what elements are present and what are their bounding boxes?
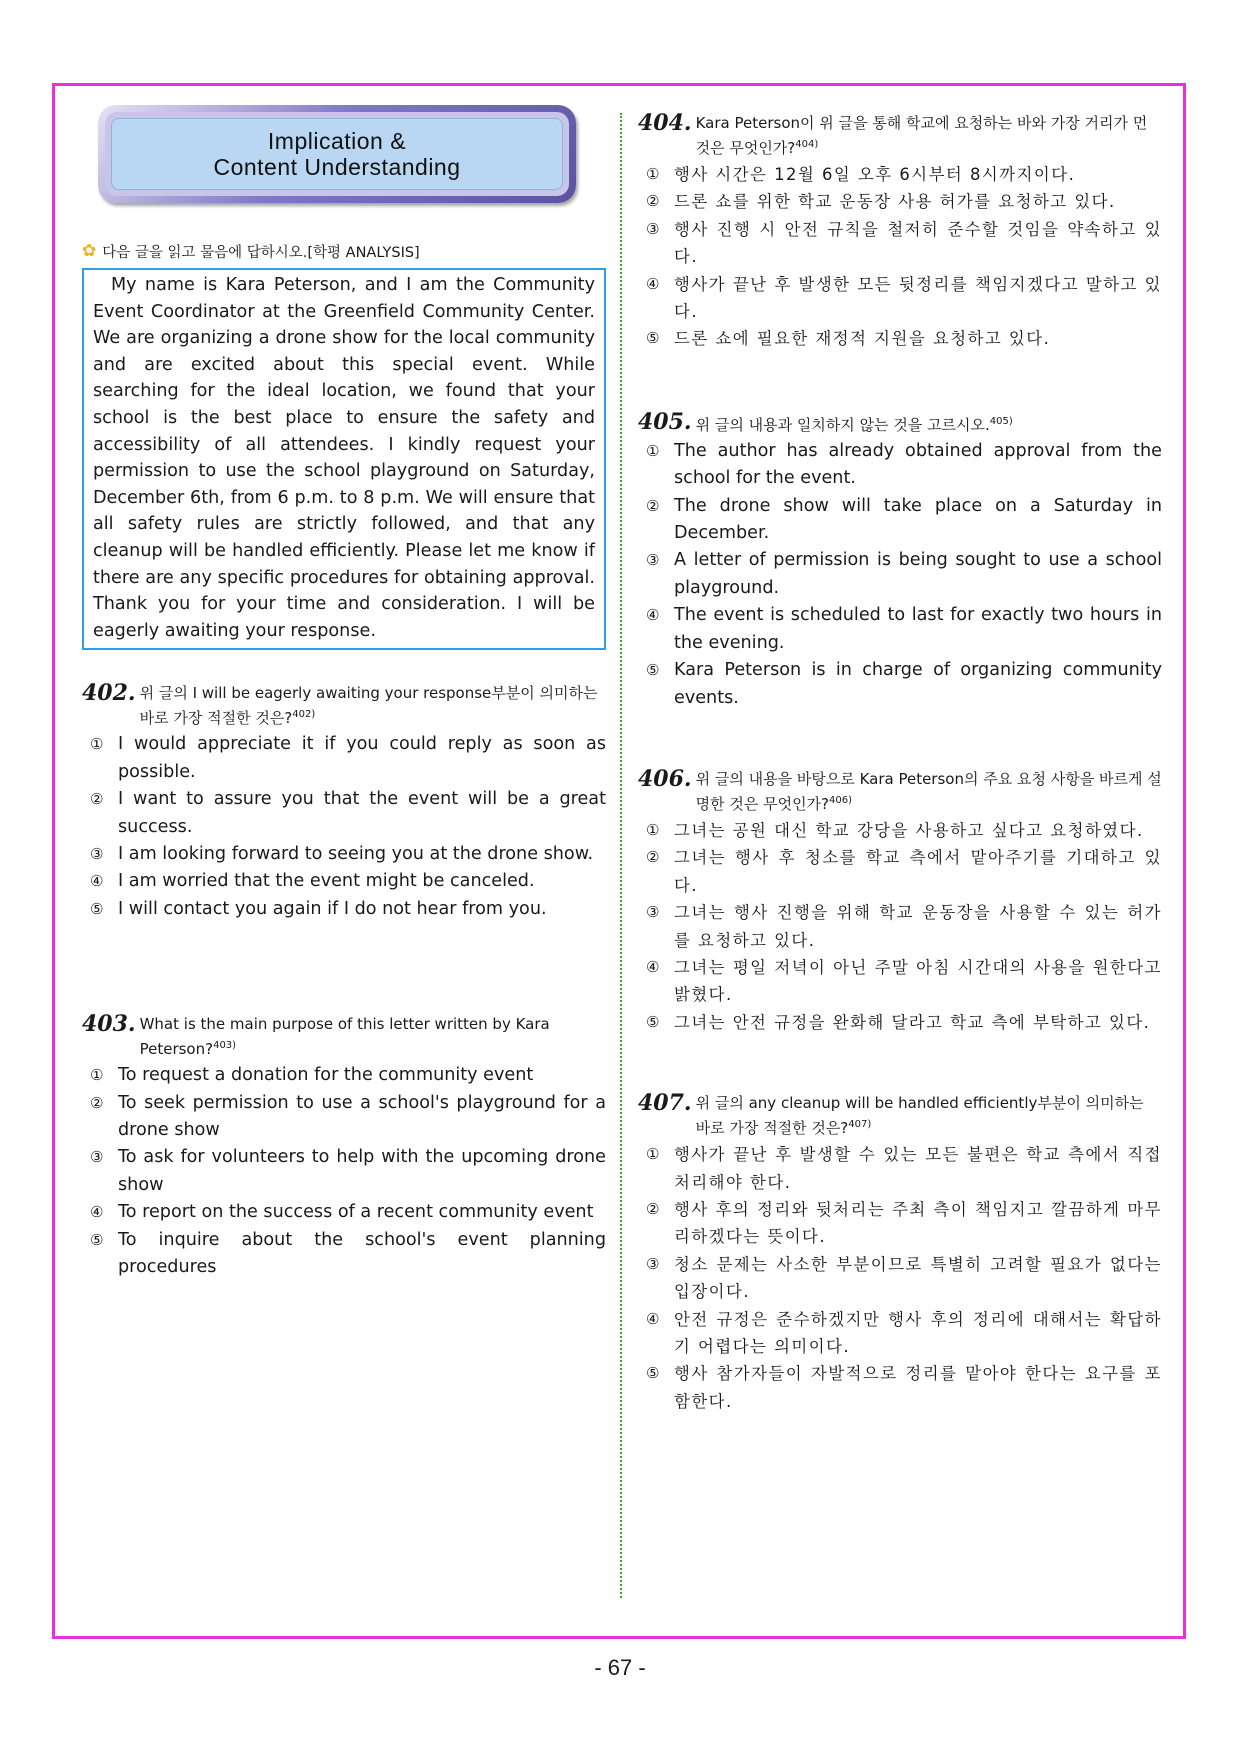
option-marker: ① [90,1066,104,1085]
page-number: - 67 - [594,1655,646,1680]
question-407 [638,1092,1162,1415]
option-marker: ② [646,192,661,211]
option-text: To request a donation for the community event [118,1065,534,1086]
option-text: 안전 규정은 준수하겠지만 행사 후의 정리에 대해서는 확답하기 어렵다는 의미이다. [674,1309,1162,1356]
option-marker: ⑤ [646,661,660,680]
answer-option[interactable] [90,786,606,841]
option-marker: ④ [90,872,104,891]
option-text: I am looking forward to seeing you at the drone show. [118,843,594,864]
option-marker: ④ [90,1203,104,1222]
option-marker: ⑤ [90,899,104,918]
flower-icon: ✿ [82,241,97,261]
option-marker: ① [646,1145,661,1164]
question-number: 407. [638,1090,692,1117]
answer-option[interactable] [646,844,1162,899]
answer-option[interactable] [646,1009,1162,1036]
section-title: Implication & Content Understanding [213,128,461,180]
answer-option[interactable] [90,896,606,923]
option-text: 행사 후의 정리와 뒷처리는 주최 측이 책임지고 깔끔하게 마무리하겠다는 뜻이다. [674,1199,1162,1247]
question-text: What is the main purpose of this letter written by Kara Peterson? [139,1015,550,1059]
option-marker: ④ [646,606,660,625]
question-number: 402. [82,680,136,707]
question-ref: 407) [848,1119,872,1131]
question-stem [638,765,1162,815]
instruction [82,241,606,262]
answer-option[interactable] [646,1251,1162,1306]
question-ref: 402) [292,709,316,721]
option-text: 그녀는 행사 후 청소를 학교 측에서 맡아주기를 기대하고 있다. [674,848,1162,895]
option-text: I want to assure you that the event will be a great success. [118,789,606,837]
option-text: The event is scheduled to last for exactly two hours in the evening. [674,605,1162,653]
option-marker: ① [90,735,104,754]
answer-option[interactable] [90,1227,606,1282]
question-stem [638,408,1162,436]
answer-option[interactable] [646,161,1162,188]
answer-option[interactable] [646,1360,1162,1415]
answer-option[interactable] [646,657,1162,712]
option-marker: ③ [90,844,104,863]
option-marker: ④ [646,274,661,293]
question-text: 위 글의 내용과 일치하지 않는 것을 고르시오. [695,415,990,434]
option-marker: ⑤ [646,1012,661,1031]
answer-options [638,161,1162,353]
answer-option[interactable] [646,1196,1162,1251]
answer-option[interactable] [90,1199,606,1226]
question-number: 404. [638,110,692,136]
option-text: 드론 쇼를 위한 학교 운동장 사용 허가를 요청하고 있다. [674,192,1116,212]
answer-option[interactable] [646,216,1162,271]
option-text: I will contact you again if I do not hear from you. [118,898,547,919]
answer-option[interactable] [90,841,606,868]
answer-options [638,817,1162,1036]
question-number: 406. [638,765,692,792]
instruction-text: 다음 글을 읽고 물음에 답하시오.[학평 ANALYSIS] [102,245,420,261]
answer-option[interactable] [646,602,1162,657]
answer-option[interactable] [646,188,1162,215]
option-text: A letter of permission is being sought to use a school playground. [674,550,1162,598]
option-marker: ② [90,1093,104,1112]
answer-options [638,438,1162,712]
option-marker: ③ [646,1254,661,1273]
question-stem [638,112,1162,159]
option-marker: ③ [646,219,661,238]
question-ref: 405) [989,415,1013,427]
option-text: I am worried that the event might be canceled. [118,871,535,892]
option-text: 그녀는 공원 대신 학교 강당을 사용하고 싶다고 요청하였다. [674,820,1144,840]
option-marker: ⑤ [646,1364,661,1383]
option-marker: ② [90,790,104,809]
option-text: To ask for volunteers to help with the upcoming drone show [118,1147,606,1195]
question-403 [82,1013,606,1281]
answer-options [82,1062,606,1281]
reading-passage: My name is Kara Peterson, and I am the Community Event Coordinator at the Greenfield Community Center. We are organizing a drone show for the local community and are excited about this special event. While searching for the ideal location, we found that your school is the best place to ensure the safety and accessibility of all attendees. I kindly request your permission to use the school playground on Saturday, December 6th, from 6 p.m. to 8 p.m. We will ensure that all safety rules are strictly followed, and that any cleanup will be handled efficiently. Please let me know if there are any specific procedures for obtaining approval. Thank you for your time and consideration. I will be eagerly awaiting your response. [82,268,606,650]
left-column [82,105,606,1281]
option-marker: ③ [646,903,661,922]
answer-option[interactable] [90,1090,606,1145]
column-divider [620,113,622,1598]
option-marker: ① [646,820,661,839]
question-stem [82,682,606,729]
option-text: 청소 문제는 사소한 부분이므로 특별히 고려할 필요가 없다는 입장이다. [674,1254,1162,1302]
option-text: To inquire about the school's event planning procedures [118,1229,606,1277]
option-text: The drone show will take place on a Saturday in December. [674,495,1162,544]
option-marker: ⑤ [646,329,661,348]
question-406 [638,765,1162,1036]
option-text: 행사 시간은 12월 6일 오후 6시부터 8시까지이다. [674,165,1076,184]
question-text: 위 글의 내용을 바탕으로 Kara Peterson의 주요 요청 사항을 바르게 설명한 것은 무엇인가? [695,769,1162,813]
answer-option[interactable] [646,271,1162,326]
option-text: To seek permission to use a school's playground for a drone show [118,1092,606,1140]
answer-option[interactable] [646,1306,1162,1361]
answer-option[interactable] [90,731,606,786]
option-text: 그녀는 평일 저녁이 아닌 주말 아침 시간대의 사용을 원한다고 밝혔다. [674,957,1162,1005]
question-number: 405. [638,408,692,435]
option-marker: ② [646,848,661,867]
option-marker: ① [646,165,661,183]
option-text: 그녀는 행사 진행을 위해 학교 운동장을 사용할 수 있는 허가를 요청하고 있다. [674,903,1162,950]
option-text: Kara Peterson is in charge of organizing community events. [674,660,1162,708]
question-text: 위 글의 I will be eagerly awaiting your response부분이 의미하는 바로 가장 적절한 것은? [139,684,598,728]
option-marker: ④ [646,1309,661,1328]
question-ref: 404) [795,139,819,150]
question-text: Kara Peterson이 위 글을 통해 학교에 요청하는 바와 가장 거리가 먼 것은 무엇인가? [695,114,1148,157]
answer-option[interactable] [90,1144,606,1199]
option-marker: ① [646,441,660,460]
option-text: 행사 참가자들이 자발적으로 정리를 맡아야 한다는 요구를 포함한다. [674,1364,1162,1411]
section-banner [98,105,576,203]
answer-option[interactable] [646,899,1162,954]
question-402 [82,682,606,923]
option-text: 그녀는 안전 규정을 완화해 달라고 학교 측에 부탁하고 있다. [674,1012,1151,1032]
option-marker: ③ [90,1148,104,1167]
answer-option[interactable] [646,438,1162,493]
answer-option[interactable] [646,1141,1162,1196]
option-marker: ② [646,496,660,515]
option-text: The author has already obtained approval from the school for the event. [674,440,1162,489]
answer-option[interactable] [646,547,1162,602]
question-number: 403. [82,1011,136,1038]
option-text: I would appreciate it if you could reply as soon as possible. [118,734,606,782]
option-marker: ② [646,1199,661,1218]
answer-options [638,1141,1162,1415]
question-ref: 403) [213,1040,237,1052]
answer-option[interactable] [646,493,1162,548]
answer-option[interactable] [90,868,606,895]
question-text: 위 글의 any cleanup will be handled efficiently부분이 의미하는 바로 가장 적절한 것은? [695,1094,1144,1138]
answer-option[interactable] [646,817,1162,844]
question-stem [82,1013,606,1060]
option-text: 행사가 끝난 후 발생한 모든 뒷정리를 책임지겠다고 말하고 있다. [674,274,1162,322]
question-405 [638,408,1162,712]
option-text: To report on the success of a recent community event [118,1202,594,1223]
option-marker: ⑤ [90,1230,104,1249]
option-marker: ③ [646,551,660,570]
answer-options [82,731,606,923]
option-text: 드론 쇼에 필요한 재정적 지원을 요청하고 있다. [674,329,1051,349]
right-column [638,112,1162,1415]
answer-option[interactable] [90,1062,606,1089]
answer-option[interactable] [646,325,1162,352]
option-text: 행사 진행 시 안전 규칙을 철저히 준수할 것임을 약속하고 있다. [674,219,1162,267]
answer-option[interactable] [646,954,1162,1009]
question-404 [638,112,1162,353]
option-text: 행사가 끝난 후 발생할 수 있는 모든 불편은 학교 측에서 직접 처리해야 한다. [674,1145,1162,1192]
question-stem [638,1092,1162,1139]
option-marker: ④ [646,957,661,976]
question-ref: 406) [829,794,853,806]
